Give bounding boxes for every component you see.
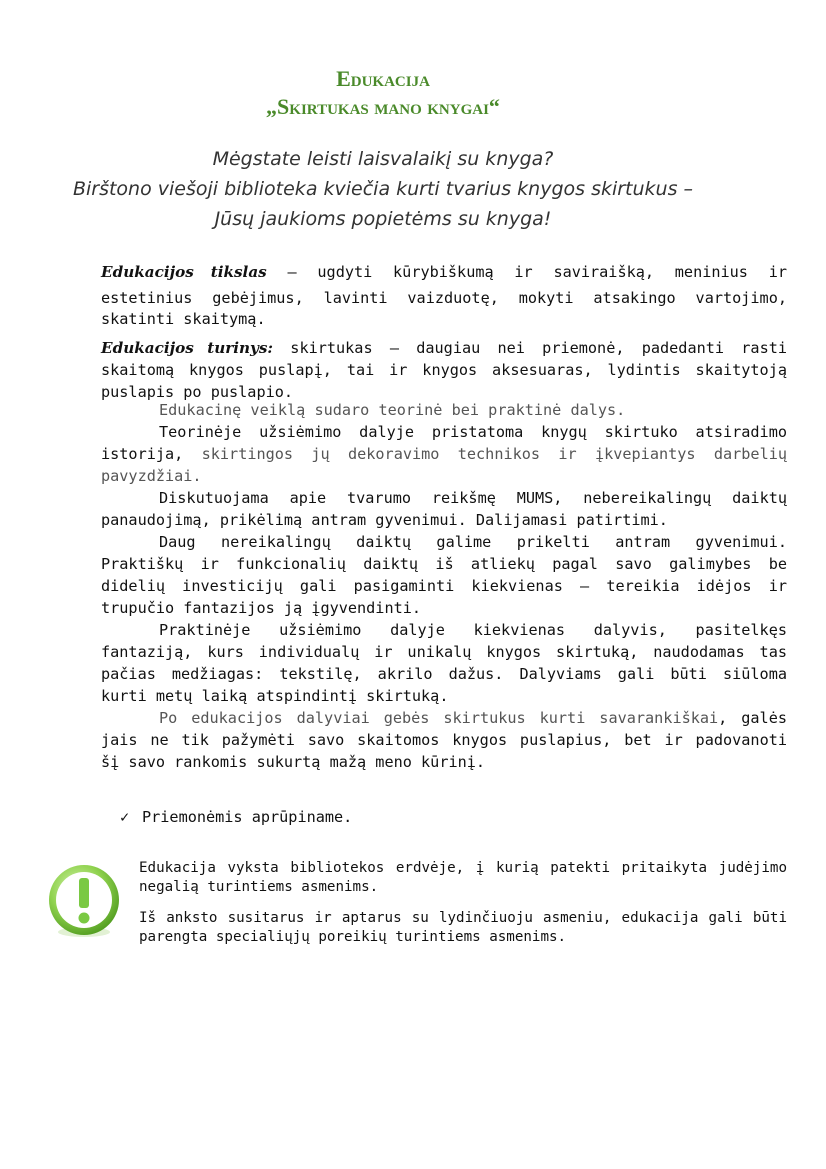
paragraph-line: Praktiškų ir funkcionalių daiktų iš atliekų pagal savo galimybes be [101,555,787,573]
content-text: skirtukas – daugiau nei priemonė, padedanti rasti [273,339,787,357]
paragraph-line: šį savo rankomis sukurtą mažą meno kūrinį. [101,753,486,771]
paragraph-line: Edukacinę veiklą sudaro teorinė bei praktinė dalys. [159,401,626,419]
paragraph-text: , galės [718,709,787,727]
notice-paragraph [139,859,787,897]
paragraph-line [101,707,787,729]
intro-line: Birštono viešoji biblioteka kviečia kurti tvarius knygos skirtukus – [72,178,694,200]
paragraph-line: Diskutuojama apie tvarumo reikšmę MUMS, nebereikalingų daiktų [159,489,787,507]
goal-section [101,261,787,330]
paragraph-line [101,443,787,465]
content-line: skaitomą knygos puslapį, tai ir knygos aksesuaras, lydintis skaitytoją [101,361,787,379]
content-line: puslapis po puslapio. [101,383,294,401]
paragraph-line: pavyzdžiai. [101,467,202,485]
notice-line: parengta specialiųjų poreikių turintiems asmenims. [139,929,567,945]
goal-line: estetinius gebėjimus, lavinti vaizduotę, mokyti atsakingo vartojimo, [101,289,787,307]
paragraph-text: istorija, [101,445,202,463]
paragraph-line: fantaziją, kurs individualų ir unikalų knygos skirtuką, naudodamas tas [101,643,787,661]
goal-label: Edukacijos tikslas [101,263,267,281]
intro-line: Jūsų jaukioms popietėms su knyga! [214,208,552,230]
checklist-text: Priemonėmis aprūpiname. [142,808,353,826]
intro-line: Mėgstate leisti laisvalaikį su knyga? [212,148,554,170]
content-section [101,337,787,403]
paragraph-text: Po edukacijos dalyviai gebės skirtukus kurti savarankiškai [159,709,719,727]
paragraph-text: skirtingos jų dekoravimo technikos ir įkvepiantys darbelių [201,445,788,463]
content-line [101,337,787,359]
goal-line [101,261,787,283]
goal-text: – ugdyti kūrybiškumą ir saviraišką, meninius ir [266,263,787,281]
paragraph-line: trupučio fantazijos ją įgyvendinti. [101,599,422,617]
goal-line: skatinti skaitymą. [101,310,266,328]
exclamation-icon [44,862,124,942]
page-subtitle: „Skirtukas mano knygai“ [266,94,500,119]
checklist-item [120,807,352,827]
page-title: Edukacija [336,66,430,91]
notice-line: Iš anksto susitarus ir aptarus su lydinčiuoju asmeniu, edukacija gali būti [139,910,787,926]
paragraph-line: pačias medžiagas: tekstilę, akrilo dažus. Dalyviams gali būti siūloma [101,665,787,683]
paragraph-line: panaudojimą, prikėlimą antram gyvenimui. Dalijamasi patirtimi. [101,511,668,529]
notice-line: Edukacija vyksta bibliotekos erdvėje, į kurią patekti pritaikyta judėjimo [139,860,787,876]
paragraph-line: Praktinėje užsiėmimo dalyje kiekvienas dalyvis, pasitelkęs [159,621,787,639]
content-label: Edukacijos turinys: [101,339,274,357]
notice-paragraph [139,909,787,947]
paragraph-line: didelių investicijų gali pasigaminti kiekvienas – tereikia idėjos ir [101,577,787,595]
paragraph-line: Teorinėje užsiėmimo dalyje pristatoma knygų skirtuko atsiradimo [159,423,787,441]
paragraph-line: Daug nereikalingų daiktų galime prikelti antram gyvenimui. [159,533,787,551]
paragraph-line: kurti metų laiką atspindintį skirtuką. [101,687,449,705]
intro-block [0,144,826,234]
description-section [101,399,787,773]
notice-line: negalią turintiems asmenims. [139,879,379,895]
checkmark-icon: ✓ [120,808,130,826]
paragraph-line: jais ne tik pažymėti savo skaitomos knygos puslapius, bet ir padovanoti [101,731,787,749]
